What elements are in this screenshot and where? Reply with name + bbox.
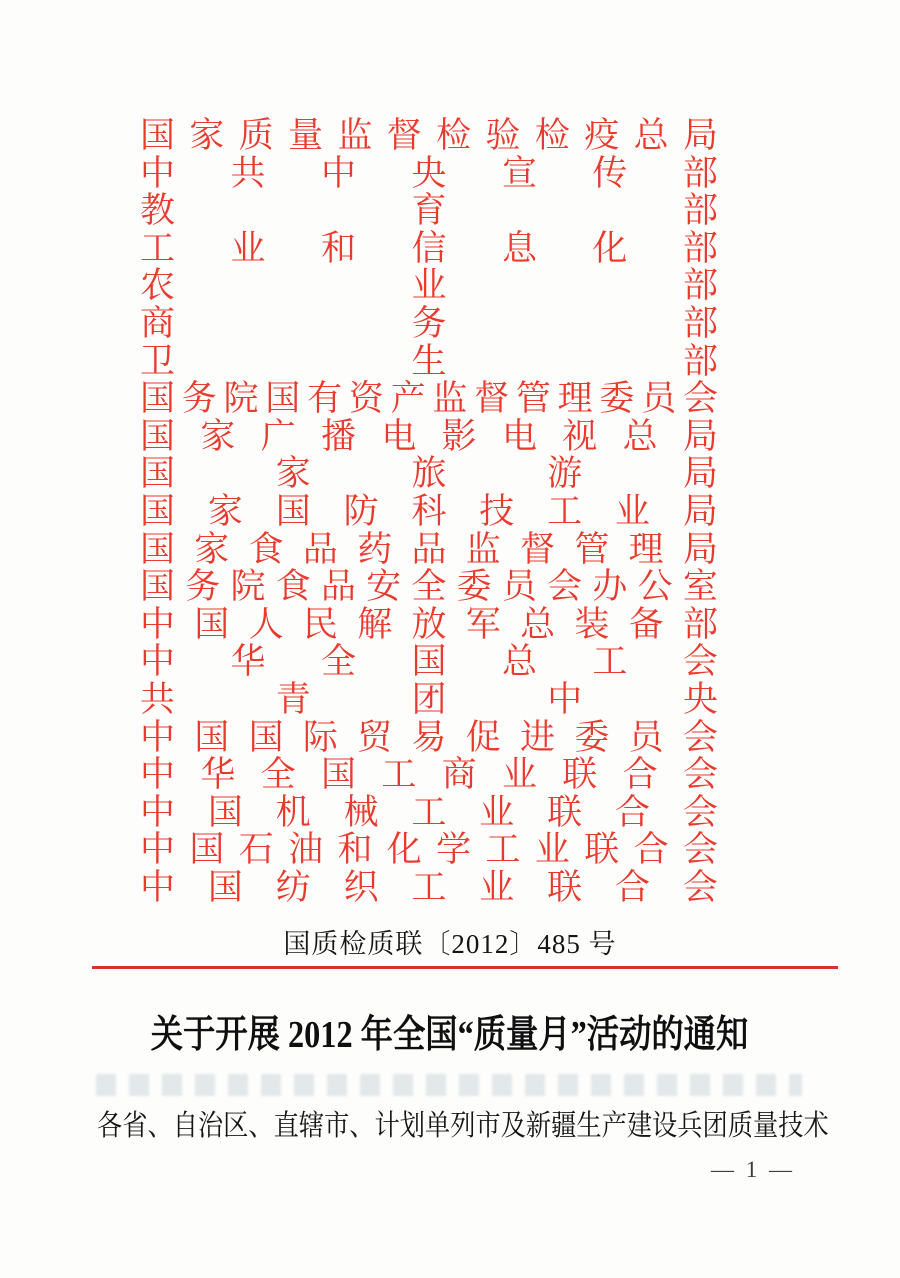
agency-char: 务: [411, 303, 447, 343]
agency-char: 员: [501, 567, 537, 607]
agency-char: 家: [200, 416, 236, 456]
agency-row: [140, 305, 718, 343]
agency-char: 安: [366, 567, 402, 607]
agency-char: 化: [592, 228, 628, 268]
agency-char: 监: [432, 379, 468, 419]
agency-char: 员: [641, 379, 677, 419]
agency-char: 中: [547, 679, 583, 719]
agency-row: [140, 192, 718, 230]
notice-title: 关于开展 2012 年全国“质量月”活动的通知: [151, 1014, 749, 1056]
agency-char: 广: [260, 416, 296, 456]
agency-char: 总: [520, 604, 556, 644]
agency-char: 国: [189, 830, 225, 870]
agency-char: 装: [574, 604, 610, 644]
agency-char: 监: [337, 116, 373, 155]
agency-char: 办: [592, 567, 628, 607]
agency-char: 易: [411, 717, 447, 757]
agency-row: [140, 493, 718, 531]
agency-char: 部: [682, 266, 718, 306]
agency-char: 会: [682, 792, 718, 832]
agency-char: 和: [320, 228, 356, 268]
agency-char: 石: [238, 830, 274, 870]
agency-char: 监: [465, 529, 501, 569]
agency-char: 防: [343, 491, 379, 531]
agency-char: 室: [682, 567, 718, 607]
agency-char: 工: [411, 792, 447, 832]
agency-char: 家: [194, 529, 230, 569]
agency-char: 学: [436, 830, 472, 870]
agency-char: 会: [682, 830, 718, 870]
agency-char: 游: [547, 454, 583, 494]
agency-char: 公: [637, 567, 673, 607]
agency-char: 家: [275, 454, 311, 494]
agency-char: 业: [479, 792, 515, 832]
agency-char: 国: [194, 604, 230, 644]
agency-char: 检: [534, 116, 570, 155]
agency-char: 传: [592, 153, 628, 193]
agency-char: 检: [436, 116, 472, 155]
agency-char: 国: [140, 416, 176, 456]
agency-char: 工: [547, 491, 583, 531]
agency-char: 国: [275, 491, 311, 531]
agency-char: 中: [140, 604, 176, 644]
agency-char: 总: [622, 416, 658, 456]
agency-char: 国: [194, 717, 230, 757]
agency-char: 部: [682, 604, 718, 644]
agency-row: [140, 719, 718, 757]
agency-char: 国: [140, 116, 176, 155]
agency-letterhead-list: [140, 117, 718, 906]
agency-char: 进: [520, 717, 556, 757]
agency-char: 央: [411, 153, 447, 193]
agency-char: 技: [479, 491, 515, 531]
agency-char: 电: [381, 416, 417, 456]
agency-char: 息: [501, 228, 537, 268]
agency-char: 中: [140, 830, 176, 870]
agency-char: 放: [411, 604, 447, 644]
agency-char: 播: [320, 416, 356, 456]
agency-char: 宣: [501, 153, 537, 193]
agency-char: 农: [140, 266, 176, 306]
agency-char: 国: [320, 755, 356, 795]
agency-row: [140, 230, 718, 268]
agency-char: 织: [343, 867, 379, 907]
agency-row: [140, 155, 718, 193]
agency-row: [140, 418, 718, 456]
agency-char: 国: [265, 379, 301, 419]
agency-char: 旅: [411, 454, 447, 494]
agency-char: 工: [381, 755, 417, 795]
agency-row: [140, 531, 718, 569]
agency-char: 家: [189, 116, 225, 155]
agency-char: 油: [288, 830, 324, 870]
agency-char: 有: [307, 379, 343, 419]
agency-char: 院: [230, 567, 266, 607]
agency-char: 视: [562, 416, 598, 456]
agency-char: 纺: [275, 867, 311, 907]
agency-char: 品: [320, 567, 356, 607]
agency-char: 疫: [584, 116, 620, 155]
agency-char: 育: [411, 191, 447, 231]
agency-char: 总: [633, 116, 669, 155]
bleed-through-ghost-text: [96, 1074, 802, 1096]
agency-row: [140, 455, 718, 493]
agency-char: 国: [140, 454, 176, 494]
agency-row: [140, 831, 718, 869]
agency-char: 工: [485, 830, 521, 870]
agency-char: 民: [302, 604, 338, 644]
agency-char: 业: [615, 491, 651, 531]
agency-char: 局: [682, 454, 718, 494]
agency-row: [140, 380, 718, 418]
agency-char: 局: [682, 416, 718, 456]
agency-char: 员: [628, 717, 664, 757]
agency-char: 验: [485, 116, 521, 155]
agency-char: 解: [357, 604, 393, 644]
agency-char: 委: [456, 567, 492, 607]
agency-char: 部: [682, 341, 718, 381]
agency-char: 局: [682, 491, 718, 531]
agency-char: 业: [479, 867, 515, 907]
agency-char: 国: [207, 867, 243, 907]
agency-char: 食: [275, 567, 311, 607]
agency-char: 际: [302, 717, 338, 757]
agency-char: 工: [592, 642, 628, 682]
agency-row: [140, 869, 718, 907]
agency-char: 联: [547, 792, 583, 832]
agency-char: 军: [465, 604, 501, 644]
salutation-row: [97, 1108, 837, 1144]
agency-char: 合: [615, 792, 651, 832]
agency-char: 理: [557, 379, 593, 419]
agency-char: 械: [343, 792, 379, 832]
agency-char: 国: [140, 491, 176, 531]
agency-char: 和: [337, 830, 373, 870]
agency-char: 商: [441, 755, 477, 795]
agency-char: 工: [411, 867, 447, 907]
agency-char: 合: [622, 755, 658, 795]
agency-char: 卫: [140, 341, 176, 381]
agency-char: 资: [348, 379, 384, 419]
agency-char: 国: [248, 717, 284, 757]
agency-char: 中: [140, 755, 176, 795]
agency-char: 委: [574, 717, 610, 757]
agency-char: 商: [140, 303, 176, 343]
agency-char: 业: [501, 755, 537, 795]
agency-row: [140, 794, 718, 832]
agency-char: 督: [386, 116, 422, 155]
agency-char: 工: [140, 228, 176, 268]
agency-char: 督: [520, 529, 556, 569]
agency-char: 会: [682, 717, 718, 757]
agency-char: 产: [390, 379, 426, 419]
agency-char: 生: [411, 341, 447, 381]
agency-char: 会: [682, 642, 718, 682]
agency-char: 业: [534, 830, 570, 870]
agency-row: [140, 117, 718, 155]
agency-char: 中: [140, 642, 176, 682]
agency-char: 国: [140, 379, 176, 419]
agency-char: 合: [633, 830, 669, 870]
agency-row: [140, 756, 718, 794]
agency-char: 联: [584, 830, 620, 870]
agency-char: 部: [682, 153, 718, 193]
agency-char: 教: [140, 191, 176, 231]
agency-char: 国: [411, 642, 447, 682]
agency-char: 中: [140, 792, 176, 832]
agency-char: 影: [441, 416, 477, 456]
agency-char: 质: [238, 116, 274, 155]
agency-char: 人: [248, 604, 284, 644]
agency-char: 化: [386, 830, 422, 870]
agency-char: 青: [275, 679, 311, 719]
agency-char: 管: [574, 529, 610, 569]
agency-char: 中: [140, 153, 176, 193]
agency-char: 委: [599, 379, 635, 419]
agency-row: [140, 267, 718, 305]
agency-row: [140, 681, 718, 719]
agency-char: 管: [515, 379, 551, 419]
agency-char: 共: [230, 153, 266, 193]
agency-char: 督: [474, 379, 510, 419]
agency-char: 业: [230, 228, 266, 268]
agency-char: 会: [547, 567, 583, 607]
agency-char: 信: [411, 228, 447, 268]
agency-char: 总: [501, 642, 537, 682]
agency-char: 品: [411, 529, 447, 569]
agency-char: 部: [682, 228, 718, 268]
agency-char: 合: [615, 867, 651, 907]
agency-char: 团: [411, 679, 447, 719]
agency-char: 联: [547, 867, 583, 907]
agency-char: 院: [223, 379, 259, 419]
agency-char: 药: [357, 529, 393, 569]
agency-char: 共: [140, 679, 176, 719]
agency-row: [140, 343, 718, 381]
agency-char: 量: [288, 116, 324, 155]
agency-char: 全: [320, 642, 356, 682]
agency-char: 国: [140, 529, 176, 569]
agency-char: 家: [207, 491, 243, 531]
agency-char: 中: [140, 867, 176, 907]
notice-title-row: [0, 1012, 900, 1058]
agency-row: [140, 568, 718, 606]
agency-char: 部: [682, 303, 718, 343]
agency-char: 中: [320, 153, 356, 193]
agency-char: 业: [411, 266, 447, 306]
agency-char: 中: [140, 717, 176, 757]
agency-char: 部: [682, 191, 718, 231]
agency-char: 理: [628, 529, 664, 569]
agency-char: 会: [682, 755, 718, 795]
agency-char: 品: [302, 529, 338, 569]
agency-row: [140, 643, 718, 681]
agency-char: 华: [230, 642, 266, 682]
agency-char: 电: [501, 416, 537, 456]
page-number: — 1 —: [711, 1157, 795, 1182]
agency-char: 机: [275, 792, 311, 832]
agency-char: 联: [562, 755, 598, 795]
agency-char: 会: [682, 379, 718, 419]
agency-char: 备: [628, 604, 664, 644]
agency-char: 央: [682, 679, 718, 719]
salutation-line: 各省、自治区、直辖市、计划单列市及新疆生产建设兵团质量技术: [97, 1110, 829, 1142]
agency-char: 全: [411, 567, 447, 607]
agency-char: 食: [248, 529, 284, 569]
agency-char: 国: [140, 567, 176, 607]
agency-row: [140, 606, 718, 644]
agency-char: 会: [682, 867, 718, 907]
agency-char: 务: [181, 379, 217, 419]
agency-char: 全: [260, 755, 296, 795]
document-reference-number: 国质检质联〔2012〕485 号: [283, 929, 617, 959]
agency-char: 局: [682, 529, 718, 569]
agency-char: 科: [411, 491, 447, 531]
agency-char: 局: [682, 116, 718, 155]
red-divider-line: [92, 966, 838, 969]
agency-char: 国: [207, 792, 243, 832]
agency-char: 华: [200, 755, 236, 795]
agency-char: 务: [185, 567, 221, 607]
agency-char: 促: [465, 717, 501, 757]
agency-char: 贸: [357, 717, 393, 757]
